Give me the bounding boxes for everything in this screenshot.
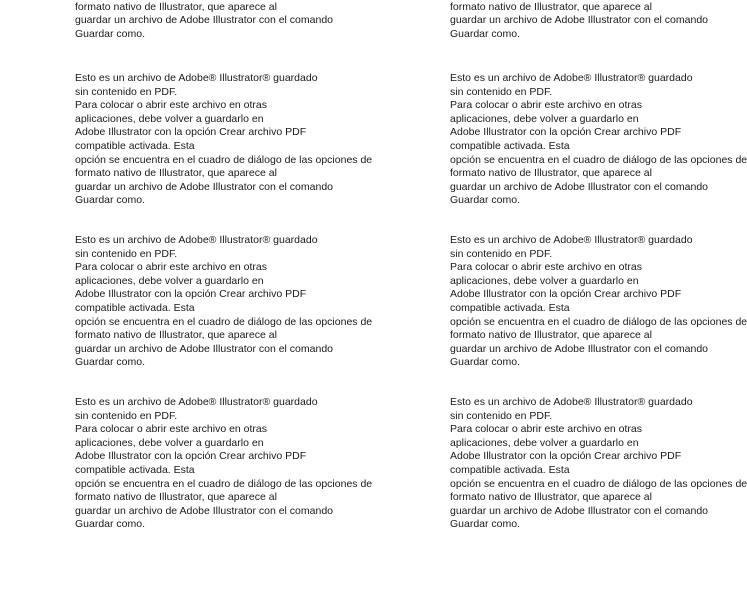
text-line: aplicaciones, debe volver a guardarlo en [450, 112, 639, 125]
text-line: Guardar como. [75, 518, 146, 531]
text-line: guardar un archivo de Adobe Illustrator con el comando [75, 504, 333, 517]
text-line: sin contenido en PDF. [75, 247, 178, 260]
text-line: formato nativo de Illustrator, que aparece al [450, 167, 652, 180]
text-line: sin contenido en PDF. [450, 247, 553, 260]
text-line: sin contenido en PDF. [75, 85, 178, 98]
text-line: formato nativo de Illustrator, que aparece al [450, 0, 652, 13]
text-line: sin contenido en PDF. [450, 409, 553, 422]
text-line: aplicaciones, debe volver a guardarlo en [75, 436, 264, 449]
text-line: Adobe Illustrator con la opción Crear archivo PDF [450, 450, 682, 463]
text-line: aplicaciones, debe volver a guardarlo en [450, 274, 639, 287]
text-line: Para colocar o abrir este archivo en otras [450, 99, 643, 112]
text-line: Guardar como. [450, 356, 521, 369]
right-column [450, 0, 747, 600]
text-line: opción se encuentra en el cuadro de diálogo de las opciones de [75, 477, 373, 490]
text-line: Para colocar o abrir este archivo en otras [450, 423, 643, 436]
text-line: guardar un archivo de Adobe Illustrator con el comando [450, 504, 708, 517]
text-line: Guardar como. [75, 194, 146, 207]
text-line: Para colocar o abrir este archivo en otras [75, 423, 268, 436]
text-line: guardar un archivo de Adobe Illustrator con el comando [75, 342, 333, 355]
text-block-top-fragment [450, 0, 747, 41]
text-line: compatible activada. Esta [75, 301, 195, 314]
text-line: formato nativo de Illustrator, que aparece al [450, 329, 652, 342]
text-block-top-fragment [75, 0, 372, 41]
text-line: Guardar como. [450, 27, 521, 40]
text-line: guardar un archivo de Adobe Illustrator con el comando [75, 14, 333, 27]
text-line: Guardar como. [450, 194, 521, 207]
text-line: compatible activada. Esta [75, 463, 195, 476]
text-line: formato nativo de Illustrator, que aparece al [75, 167, 277, 180]
text-line: sin contenido en PDF. [450, 85, 553, 98]
text-line: opción se encuentra en el cuadro de diálogo de las opciones de [450, 153, 747, 166]
text-line: Para colocar o abrir este archivo en otras [75, 261, 268, 274]
text-line: aplicaciones, debe volver a guardarlo en [450, 436, 639, 449]
text-line: guardar un archivo de Adobe Illustrator con el comando [450, 342, 708, 355]
text-line: guardar un archivo de Adobe Illustrator con el comando [450, 180, 708, 193]
text-line: Adobe Illustrator con la opción Crear archivo PDF [75, 288, 307, 301]
text-line: aplicaciones, debe volver a guardarlo en [75, 274, 264, 287]
text-line: opción se encuentra en el cuadro de diálogo de las opciones de [75, 315, 373, 328]
text-line: Esto es un archivo de Adobe® Illustrator® guardado [75, 234, 318, 246]
text-block [450, 72, 747, 208]
text-line: formato nativo de Illustrator, que aparece al [75, 329, 277, 342]
text-line: compatible activada. Esta [75, 139, 195, 152]
text-block [450, 396, 747, 532]
text-line: Esto es un archivo de Adobe® Illustrator® guardado [450, 72, 693, 84]
text-line: Esto es un archivo de Adobe® Illustrator® guardado [75, 396, 318, 408]
text-line: Adobe Illustrator con la opción Crear archivo PDF [450, 288, 682, 301]
text-line: Guardar como. [75, 27, 146, 40]
text-block [75, 234, 372, 370]
text-line: opción se encuentra en el cuadro de diálogo de las opciones de [75, 153, 373, 166]
text-block [75, 396, 372, 532]
text-block [75, 72, 372, 208]
text-line: Esto es un archivo de Adobe® Illustrator® guardado [75, 72, 318, 84]
text-line: sin contenido en PDF. [75, 409, 178, 422]
text-line: formato nativo de Illustrator, que aparece al [75, 0, 277, 13]
text-line: compatible activada. Esta [450, 463, 570, 476]
left-column [75, 0, 395, 600]
text-line: opción se encuentra en el cuadro de diálogo de las opciones de [450, 315, 747, 328]
text-line: Adobe Illustrator con la opción Crear archivo PDF [75, 450, 307, 463]
text-block [450, 234, 747, 370]
text-line: Esto es un archivo de Adobe® Illustrator® guardado [450, 234, 693, 246]
text-line: Para colocar o abrir este archivo en otras [75, 99, 268, 112]
text-line: Adobe Illustrator con la opción Crear archivo PDF [75, 126, 307, 139]
text-line: opción se encuentra en el cuadro de diálogo de las opciones de [450, 477, 747, 490]
text-line: Guardar como. [75, 356, 146, 369]
text-line: Esto es un archivo de Adobe® Illustrator® guardado [450, 396, 693, 408]
text-line: Guardar como. [450, 518, 521, 531]
text-line: formato nativo de Illustrator, que aparece al [75, 491, 277, 504]
text-line: guardar un archivo de Adobe Illustrator con el comando [75, 180, 333, 193]
text-line: aplicaciones, debe volver a guardarlo en [75, 112, 264, 125]
text-line: Para colocar o abrir este archivo en otras [450, 261, 643, 274]
text-line: Adobe Illustrator con la opción Crear archivo PDF [450, 126, 682, 139]
text-line: compatible activada. Esta [450, 139, 570, 152]
text-line: compatible activada. Esta [450, 301, 570, 314]
text-line: formato nativo de Illustrator, que aparece al [450, 491, 652, 504]
text-line: guardar un archivo de Adobe Illustrator con el comando [450, 14, 708, 27]
